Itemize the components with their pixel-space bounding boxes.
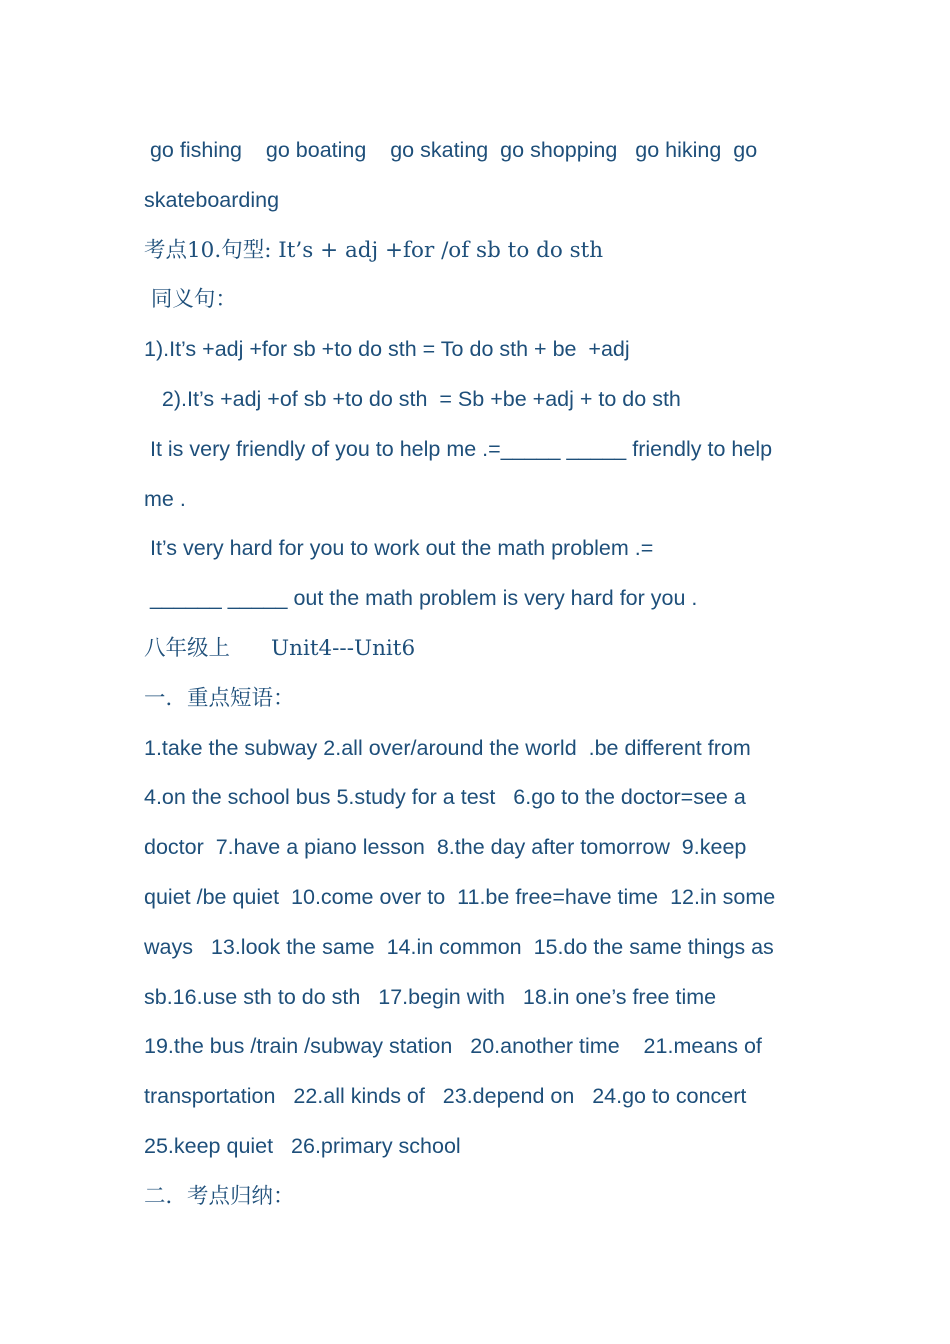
- phrase-list-line-7: 19.the bus /train /subway station 20.another time 21.means of: [144, 1034, 762, 1059]
- text-line-synonym-sentence: 同义句：: [144, 287, 237, 313]
- document-body: [144, 126, 814, 1222]
- text-line-skateboarding: skateboarding: [144, 187, 280, 212]
- phrase-list-line-9: 25.keep quiet 26.primary school: [144, 1133, 461, 1158]
- text-line-example-1-cont: me .: [144, 486, 186, 511]
- phrase-list-line-2: 4.on the school bus 5.study for a test 6.go to the doctor=see a: [144, 785, 746, 810]
- text-line-rule-1: 1).It’s +adj +for sb +to do sth = To do sth + be +adj: [144, 337, 630, 362]
- phrase-list-line-1: 1.take the subway 2.all over/around the world .be different from: [144, 735, 751, 760]
- phrase-list-line-5: ways 13.look the same 14.in common 15.do the same things as: [144, 934, 774, 959]
- text-line-go-activities: go fishing go boating go skating go shopping go hiking go: [144, 138, 758, 162]
- phrase-list-line-6: sb.16.use sth to do sth 17.begin with 18.in one’s free time: [144, 984, 717, 1009]
- text-line-rule-2: 2).It’s +adj +of sb +to do sth = Sb +be +adj + to do sth: [144, 386, 681, 411]
- phrase-list-line-4: quiet /be quiet 10.come over to 11.be free=have time 12.in some: [144, 884, 776, 909]
- text-line-example-1: It is very friendly of you to help me .=_____ _____ friendly to help: [144, 436, 773, 461]
- section-heading-point-10: 考点10.句型: It’s + adj +for /of sb to do sth: [144, 237, 604, 263]
- section-heading-grade-8-units: 八年级上 Unit4---Unit6: [144, 635, 416, 661]
- phrase-list-line-8: transportation 22.all kinds of 23.depend on 24.go to concert: [144, 1084, 747, 1109]
- section-heading-key-phrases: 一．重点短语：: [144, 685, 295, 711]
- section-heading-key-points: 二．考点归纳：: [144, 1183, 295, 1209]
- text-line-example-2-cont: ______ _____ out the math problem is very hard for you .: [144, 586, 698, 611]
- phrase-list-line-3: doctor 7.have a piano lesson 8.the day after tomorrow 9.keep: [144, 835, 747, 860]
- text-line-example-2: It’s very hard for you to work out the math problem .=: [144, 536, 654, 561]
